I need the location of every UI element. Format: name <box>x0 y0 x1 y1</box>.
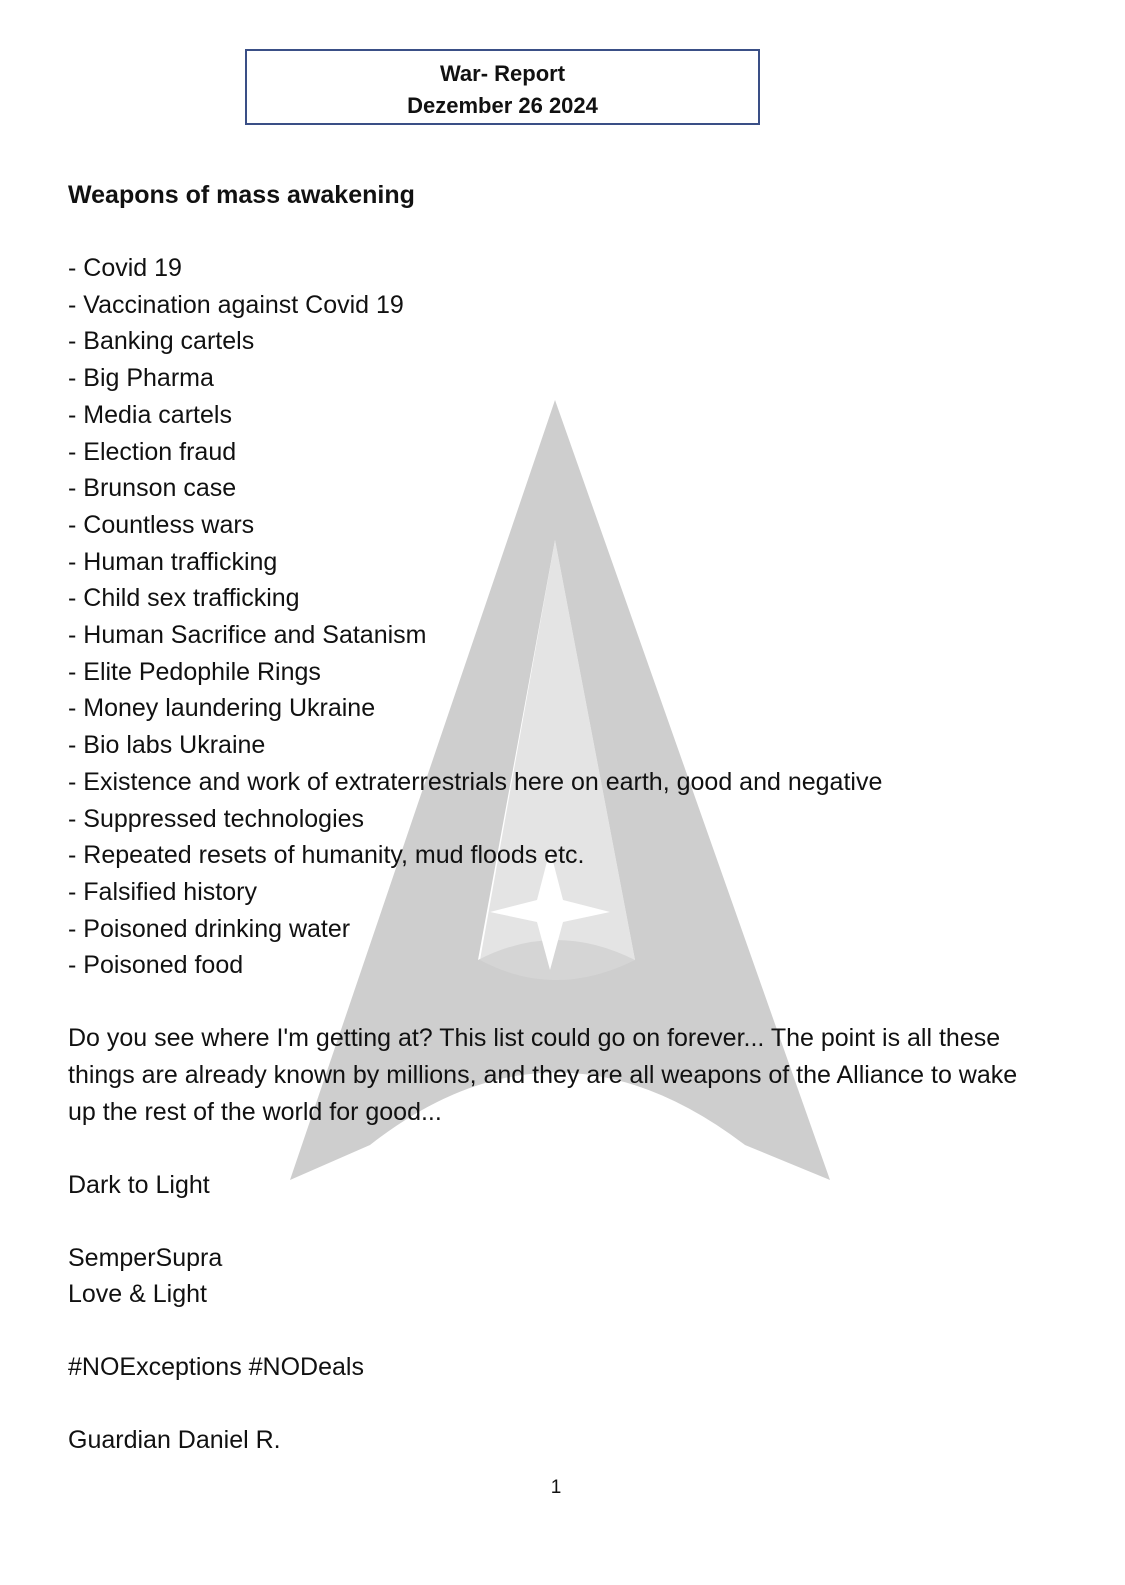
list-item: - Suppressed technologies <box>68 804 365 833</box>
list-item: - Election fraud <box>68 437 237 466</box>
list-item: - Brunson case <box>68 474 237 503</box>
list-item: - Poisoned food <box>68 951 244 980</box>
list-item: - Covid 19 <box>68 254 182 282</box>
list-item: - Child sex trafficking <box>68 584 300 613</box>
list-item: - Repeated resets of humanity, mud floods etc. <box>68 841 585 870</box>
report-header-box <box>245 49 760 125</box>
closing-line: Dark to Light <box>68 1171 210 1200</box>
list-item: - Money laundering Ukraine <box>68 694 376 723</box>
list-item: - Big Pharma <box>68 364 214 393</box>
list-item: - Existence and work of extraterrestrials here on earth, good and negative <box>68 767 883 796</box>
hashtags: #NOExceptions #NODeals <box>68 1353 364 1382</box>
document-body <box>68 177 1068 1459</box>
list-item: - Human trafficking <box>68 547 278 576</box>
body-paragraph: Do you see where I'm getting at? This list could go on forever... The point is all these things are already known by millions, and they are all weapons of the Alliance to wake up the rest of the world for good... <box>68 1024 1018 1127</box>
page-number: 1 <box>550 1477 562 1498</box>
list-item: - Human Sacrifice and Satanism <box>68 621 427 650</box>
signature-line: Love & Light <box>68 1280 207 1309</box>
weapons-list <box>68 250 1068 984</box>
list-item: - Countless wars <box>68 510 255 539</box>
signature-line: SemperSupra <box>68 1243 223 1272</box>
list-item: - Banking cartels <box>68 327 255 356</box>
report-title: War- Report <box>439 61 566 86</box>
list-item: - Elite Pedophile Rings <box>68 657 321 686</box>
list-item: - Falsified history <box>68 877 257 906</box>
list-item: - Bio labs Ukraine <box>68 731 266 760</box>
author-name: Guardian Daniel R. <box>68 1425 281 1454</box>
list-item: - Media cartels <box>68 400 232 429</box>
list-item: - Vaccination against Covid 19 <box>68 290 404 319</box>
section-heading: Weapons of mass awakening <box>68 181 415 209</box>
report-date: Dezember 26 2024 <box>407 93 598 118</box>
list-item: - Poisoned drinking water <box>68 914 351 943</box>
